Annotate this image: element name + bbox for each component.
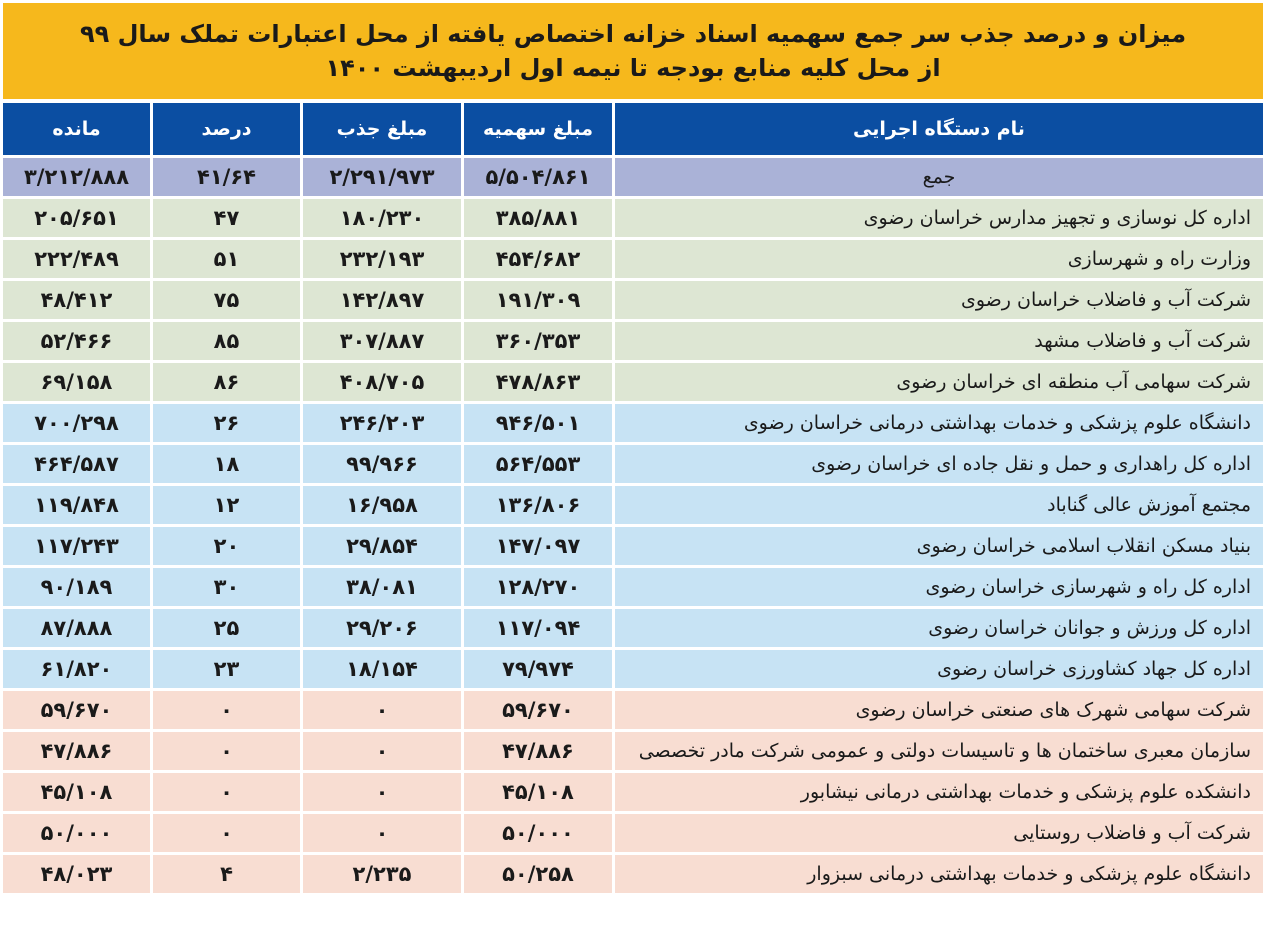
cell-percent: ۱۲	[153, 486, 300, 524]
cell-remaining: ۱۱۹/۸۴۸	[3, 486, 150, 524]
cell-share: ۷۹/۹۷۴	[464, 650, 612, 688]
cell-percent: ۷۵	[153, 281, 300, 319]
cell-absorbed: ۲/۲۳۵	[303, 855, 461, 893]
cell-absorbed: ۹۹/۹۶۶	[303, 445, 461, 483]
cell-share: ۴۷/۸۸۶	[464, 732, 612, 770]
report-container	[3, 3, 1263, 896]
cell-percent: ۵۱	[153, 240, 300, 278]
cell-name: شرکت سهامی شهرک های صنعتی خراسان رضوی	[615, 691, 1263, 729]
header-row	[3, 103, 1263, 155]
cell-remaining: ۸۷/۸۸۸	[3, 609, 150, 647]
cell-share: ۴۵/۱۰۸	[464, 773, 612, 811]
cell-share: ۳۶۰/۳۵۳	[464, 322, 612, 360]
cell-absorbed: ۳۰۷/۸۸۷	[303, 322, 461, 360]
cell-name: اداره کل راهداری و حمل و نقل جاده ای خراسان رضوی	[615, 445, 1263, 483]
cell-share: ۱۱۷/۰۹۴	[464, 609, 612, 647]
table-row	[3, 322, 1263, 360]
cell-remaining: ۷۰۰/۲۹۸	[3, 404, 150, 442]
cell-percent: ۰	[153, 732, 300, 770]
cell-percent: ۰	[153, 814, 300, 852]
cell-share: ۴۵۴/۶۸۲	[464, 240, 612, 278]
total-absorbed: ۲/۲۹۱/۹۷۳	[303, 158, 461, 196]
cell-remaining: ۵۲/۴۶۶	[3, 322, 150, 360]
cell-percent: ۴	[153, 855, 300, 893]
cell-percent: ۰	[153, 773, 300, 811]
cell-share: ۱۳۶/۸۰۶	[464, 486, 612, 524]
header-percent: درصد	[153, 103, 300, 155]
header-remaining: مانده	[3, 103, 150, 155]
cell-name: دانشگاه علوم پزشکی و خدمات بهداشتی درمانی خراسان رضوی	[615, 404, 1263, 442]
table-row	[3, 404, 1263, 442]
table-row	[3, 281, 1263, 319]
cell-percent: ۰	[153, 691, 300, 729]
header-share: مبلغ سهمیه	[464, 103, 612, 155]
cell-share: ۵۹/۶۷۰	[464, 691, 612, 729]
cell-absorbed: ۲۹/۲۰۶	[303, 609, 461, 647]
cell-remaining: ۴۸/۴۱۲	[3, 281, 150, 319]
table-row	[3, 773, 1263, 811]
table-row	[3, 527, 1263, 565]
cell-percent: ۸۶	[153, 363, 300, 401]
cell-absorbed: ۱۸۰/۲۳۰	[303, 199, 461, 237]
cell-remaining: ۶۱/۸۲۰	[3, 650, 150, 688]
allocation-table	[0, 100, 1266, 896]
cell-remaining: ۲۲۲/۴۸۹	[3, 240, 150, 278]
cell-absorbed: ۱۶/۹۵۸	[303, 486, 461, 524]
cell-absorbed: ۴۰۸/۷۰۵	[303, 363, 461, 401]
table-row	[3, 732, 1263, 770]
cell-percent: ۱۸	[153, 445, 300, 483]
cell-share: ۱۲۸/۲۷۰	[464, 568, 612, 606]
table-row	[3, 568, 1263, 606]
cell-absorbed: ۲۹/۸۵۴	[303, 527, 461, 565]
table-row	[3, 486, 1263, 524]
cell-name: شرکت سهامی آب منطقه ای خراسان رضوی	[615, 363, 1263, 401]
table-row	[3, 240, 1263, 278]
cell-name: دانشگاه علوم پزشکی و خدمات بهداشتی درمانی سبزوار	[615, 855, 1263, 893]
cell-name: شرکت آب و فاضلاب مشهد	[615, 322, 1263, 360]
cell-share: ۴۷۸/۸۶۳	[464, 363, 612, 401]
cell-absorbed: ۳۸/۰۸۱	[303, 568, 461, 606]
table-row	[3, 650, 1263, 688]
cell-percent: ۲۶	[153, 404, 300, 442]
cell-absorbed: ۰	[303, 773, 461, 811]
cell-absorbed: ۲۴۶/۲۰۳	[303, 404, 461, 442]
cell-remaining: ۵۰/۰۰۰	[3, 814, 150, 852]
cell-remaining: ۶۹/۱۵۸	[3, 363, 150, 401]
cell-share: ۹۴۶/۵۰۱	[464, 404, 612, 442]
table-row	[3, 609, 1263, 647]
cell-percent: ۳۰	[153, 568, 300, 606]
total-remaining: ۳/۲۱۲/۸۸۸	[3, 158, 150, 196]
table-row	[3, 445, 1263, 483]
cell-percent: ۲۵	[153, 609, 300, 647]
cell-percent: ۲۳	[153, 650, 300, 688]
cell-absorbed: ۰	[303, 814, 461, 852]
cell-absorbed: ۲۳۲/۱۹۳	[303, 240, 461, 278]
cell-remaining: ۲۰۵/۶۵۱	[3, 199, 150, 237]
cell-name: مجتمع آموزش عالی گناباد	[615, 486, 1263, 524]
cell-percent: ۸۵	[153, 322, 300, 360]
table-row	[3, 814, 1263, 852]
cell-share: ۱۹۱/۳۰۹	[464, 281, 612, 319]
total-label: جمع	[615, 158, 1263, 196]
cell-remaining: ۴۷/۸۸۶	[3, 732, 150, 770]
cell-name: اداره کل جهاد کشاورزی خراسان رضوی	[615, 650, 1263, 688]
cell-name: بنیاد مسکن انقلاب اسلامی خراسان رضوی	[615, 527, 1263, 565]
header-name: نام دستگاه اجرایی	[615, 103, 1263, 155]
table-row	[3, 363, 1263, 401]
title-line-2: از محل کلیه منابع بودجه تا نیمه اول اردیبهشت ۱۴۰۰	[325, 54, 941, 82]
table-row	[3, 199, 1263, 237]
cell-remaining: ۱۱۷/۲۴۳	[3, 527, 150, 565]
cell-absorbed: ۱۸/۱۵۴	[303, 650, 461, 688]
total-percent: ۴۱/۶۴	[153, 158, 300, 196]
cell-remaining: ۵۹/۶۷۰	[3, 691, 150, 729]
cell-name: شرکت آب و فاضلاب خراسان رضوی	[615, 281, 1263, 319]
cell-absorbed: ۱۴۲/۸۹۷	[303, 281, 461, 319]
cell-remaining: ۴۶۴/۵۸۷	[3, 445, 150, 483]
cell-name: شرکت آب و فاضلاب روستایی	[615, 814, 1263, 852]
header-absorbed: مبلغ جذب	[303, 103, 461, 155]
page-title	[3, 3, 1263, 100]
cell-remaining: ۴۸/۰۲۳	[3, 855, 150, 893]
cell-share: ۵۰/۰۰۰	[464, 814, 612, 852]
cell-name: اداره کل نوسازی و تجهیز مدارس خراسان رضوی	[615, 199, 1263, 237]
table-row	[3, 691, 1263, 729]
cell-remaining: ۹۰/۱۸۹	[3, 568, 150, 606]
total-share: ۵/۵۰۴/۸۶۱	[464, 158, 612, 196]
cell-share: ۳۸۵/۸۸۱	[464, 199, 612, 237]
cell-remaining: ۴۵/۱۰۸	[3, 773, 150, 811]
cell-percent: ۴۷	[153, 199, 300, 237]
cell-share: ۵۶۴/۵۵۳	[464, 445, 612, 483]
table-row	[3, 855, 1263, 893]
title-line-1: میزان و درصد جذب سر جمع سهمیه اسناد خزانه اختصاص یافته از محل اعتبارات تملک سال ۹۹	[79, 20, 1187, 48]
total-row	[3, 158, 1263, 196]
cell-name: دانشکده علوم پزشکی و خدمات بهداشتی درمانی نیشابور	[615, 773, 1263, 811]
cell-percent: ۲۰	[153, 527, 300, 565]
cell-absorbed: ۰	[303, 732, 461, 770]
cell-name: وزارت راه و شهرسازی	[615, 240, 1263, 278]
cell-share: ۵۰/۲۵۸	[464, 855, 612, 893]
cell-name: سازمان معبری ساختمان ها و تاسیسات دولتی و عمومی شرکت مادر تخصصی	[615, 732, 1263, 770]
cell-absorbed: ۰	[303, 691, 461, 729]
cell-name: اداره کل راه و شهرسازی خراسان رضوی	[615, 568, 1263, 606]
cell-share: ۱۴۷/۰۹۷	[464, 527, 612, 565]
cell-name: اداره کل ورزش و جوانان خراسان رضوی	[615, 609, 1263, 647]
